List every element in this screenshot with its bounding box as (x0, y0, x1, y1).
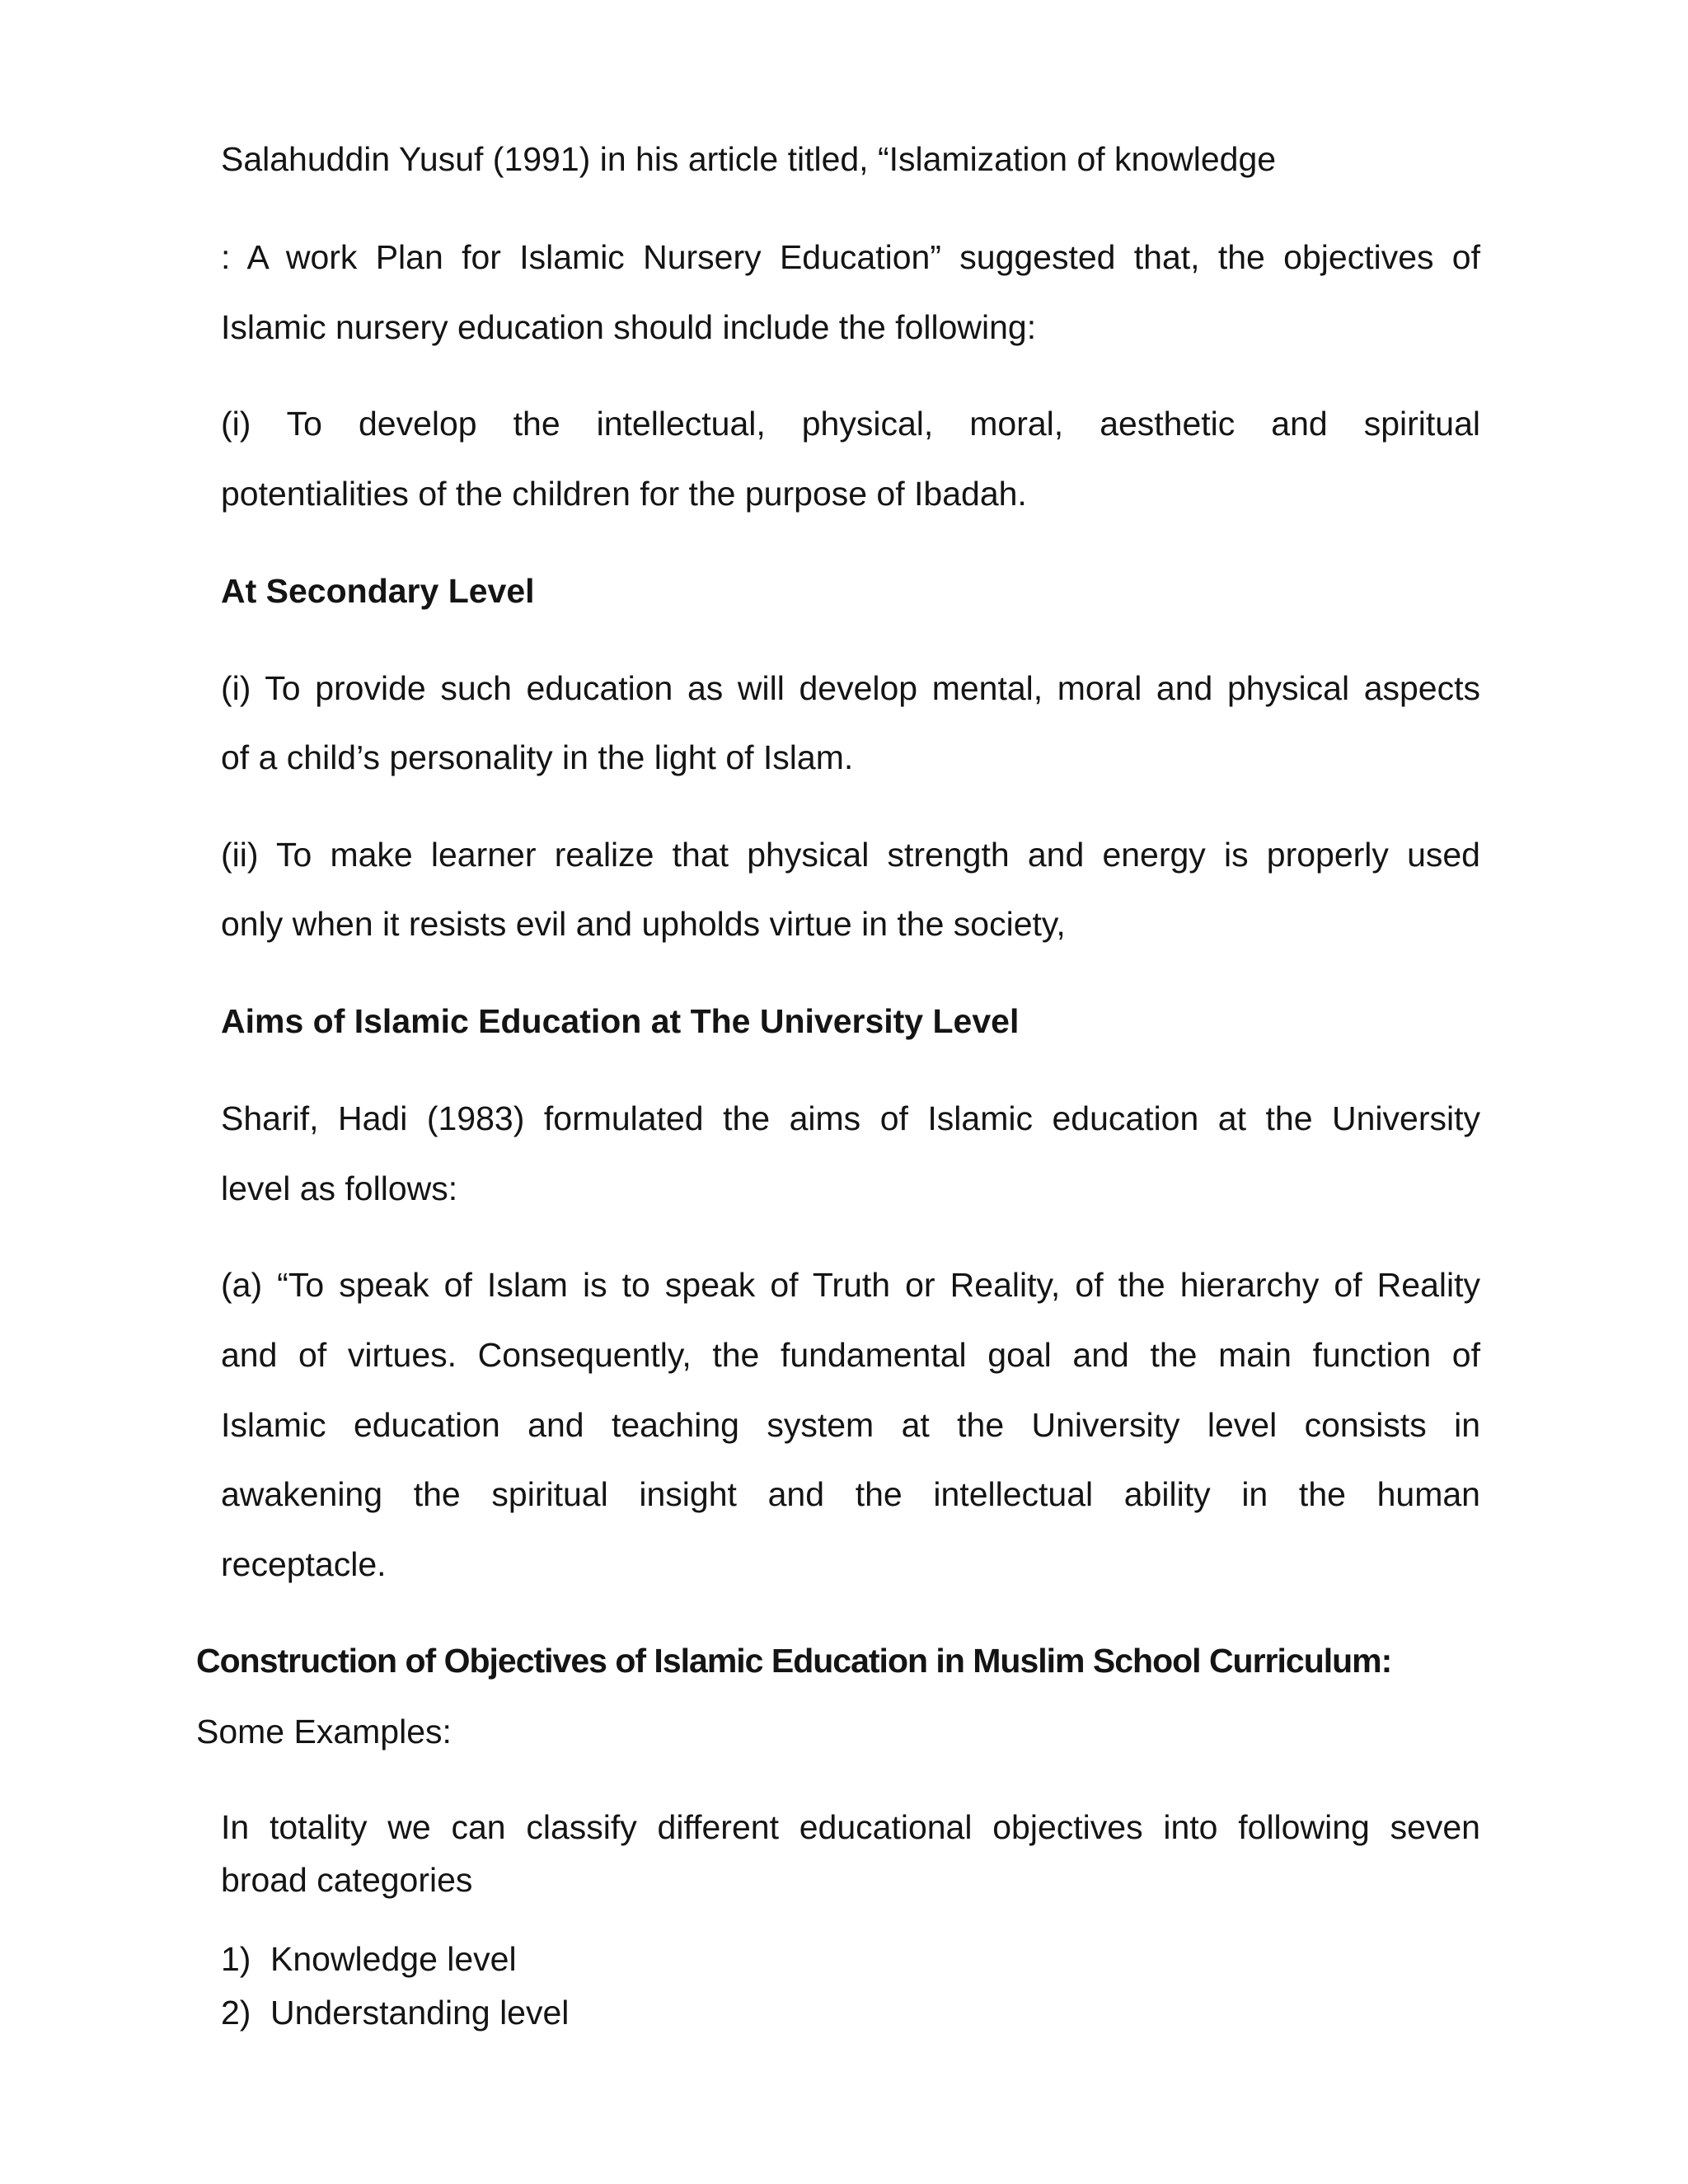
paragraph-line: broad categories (221, 1861, 473, 1899)
paragraph-line: Islamic nursery education should include the following: (221, 308, 1037, 346)
paragraph-line: and of virtues. Consequently, the fundamental goal and the main function of (221, 1336, 1480, 1374)
paragraph-line: receptacle. (221, 1545, 387, 1583)
paragraph-line: Sharif, Hadi (1983) formulated the aims of Islamic education at the University (221, 1099, 1480, 1137)
paragraph-line: Some Examples: (196, 1713, 452, 1750)
paragraph-line: Islamic education and teaching system at the University level consists in (221, 1406, 1480, 1444)
paragraph-line: (ii) To make learner realize that physical strength and energy is properly used (221, 836, 1480, 874)
section-heading: Construction of Objectives of Islamic Education in Muslim School Curriculum: (196, 1642, 1392, 1680)
paragraph-line: level as follows: (221, 1169, 458, 1207)
section-heading: Aims of Islamic Education at The University Level (221, 1002, 1020, 1040)
list-item (221, 1992, 569, 2033)
list-number: 1) (221, 1940, 251, 1978)
section-heading: At Secondary Level (221, 572, 535, 610)
paragraph-line: (i) To develop the intellectual, physical, moral, aesthetic and spiritual (221, 405, 1480, 443)
list-text: Knowledge level (270, 1940, 517, 1978)
paragraph-line: In totality we can classify different educational objectives into following seven (221, 1808, 1480, 1846)
paragraph-line: awakening the spiritual insight and the intellectual ability in the human (221, 1475, 1480, 1513)
paragraph-line: of a child’s personality in the light of Islam. (221, 738, 854, 776)
list-item (221, 1938, 517, 1980)
list-number: 2) (221, 1994, 251, 2032)
paragraph-line: Salahuddin Yusuf (1991) in his article titled, “Islamization of knowledge (221, 140, 1277, 178)
paragraph-line: : A work Plan for Islamic Nursery Education” suggested that, the objectives of (221, 238, 1480, 276)
list-text: Understanding level (270, 1994, 570, 2032)
paragraph-line: only when it resists evil and upholds virtue in the society, (221, 905, 1066, 943)
paragraph-line: (a) “To speak of Islam is to speak of Truth or Reality, of the hierarchy of Reality (221, 1266, 1480, 1304)
paragraph-line: potentialities of the children for the purpose of Ibadah. (221, 475, 1027, 513)
paragraph-line: (i) To provide such education as will develop mental, moral and physical aspects (221, 669, 1480, 707)
